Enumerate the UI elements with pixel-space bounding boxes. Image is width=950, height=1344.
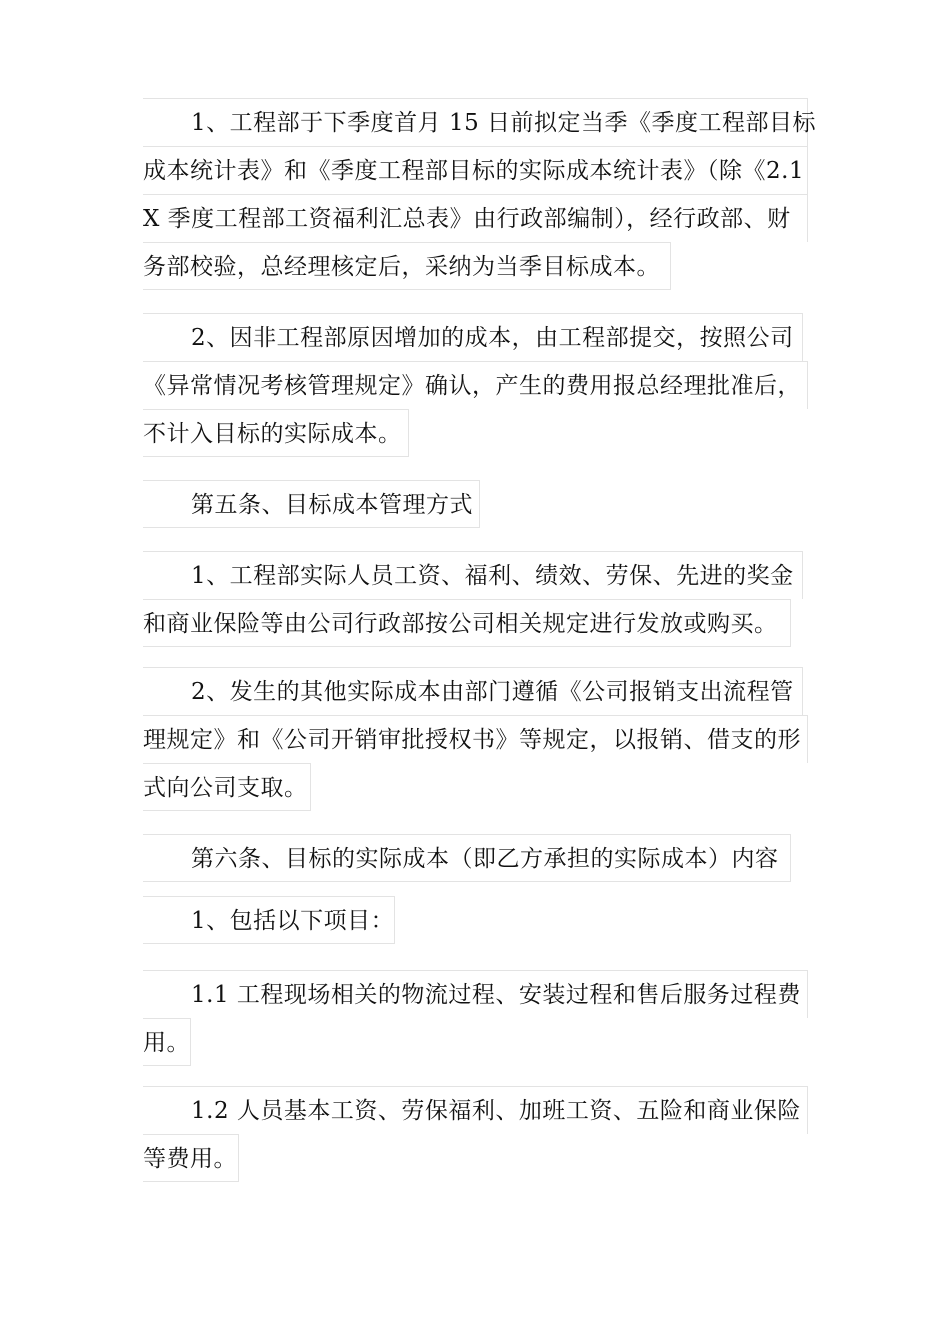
paragraph-1-line-3: X 季度工程部工资福利汇总表》由行政部编制），经行政部、财: [143, 194, 808, 242]
paragraph-4-line-1: 2、发生的其他实际成本由部门遵循《公司报销支出流程管: [143, 667, 803, 715]
list-item-1-2-line-1: 1.2 人员基本工资、劳保福利、加班工资、五险和商业保险: [143, 1086, 808, 1134]
paragraph-2-line-1: 2、因非工程部原因增加的成本，由工程部提交，按照公司: [143, 313, 803, 361]
section-heading-article-6: 第六条、目标的实际成本（即乙方承担的实际成本）内容: [143, 834, 791, 882]
paragraph-2-line-3: 不计入目标的实际成本。: [143, 409, 409, 457]
paragraph-3-line-2: 和商业保险等由公司行政部按公司相关规定进行发放或购买。: [143, 599, 791, 647]
paragraph-1-line-2: 成本统计表》和《季度工程部目标的实际成本统计表》（除《2.1: [143, 146, 808, 194]
paragraph-1-line-4: 务部校验，总经理核定后，采纳为当季目标成本。: [143, 242, 671, 290]
paragraph-1-line-1: 1、工程部于下季度首月 15 日前拟定当季《季度工程部目标: [143, 98, 808, 146]
section-heading-article-5: 第五条、目标成本管理方式: [143, 480, 480, 528]
paragraph-3-line-1: 1、工程部实际人员工资、福利、绩效、劳保、先进的奖金: [143, 551, 803, 599]
list-item-1-1-line-1: 1.1 工程现场相关的物流过程、安装过程和售后服务过程费: [143, 970, 808, 1018]
list-item-1-1-line-2: 用。: [143, 1018, 191, 1066]
list-item-1-2-line-2: 等费用。: [143, 1134, 239, 1182]
list-item-1: 1、包括以下项目：: [143, 896, 395, 944]
paragraph-4-line-3: 式向公司支取。: [143, 763, 311, 811]
paragraph-2-line-2: 《异常情况考核管理规定》确认，产生的费用报总经理批准后，: [143, 361, 808, 409]
paragraph-4-line-2: 理规定》和《公司开销审批授权书》等规定，以报销、借支的形: [143, 715, 808, 763]
